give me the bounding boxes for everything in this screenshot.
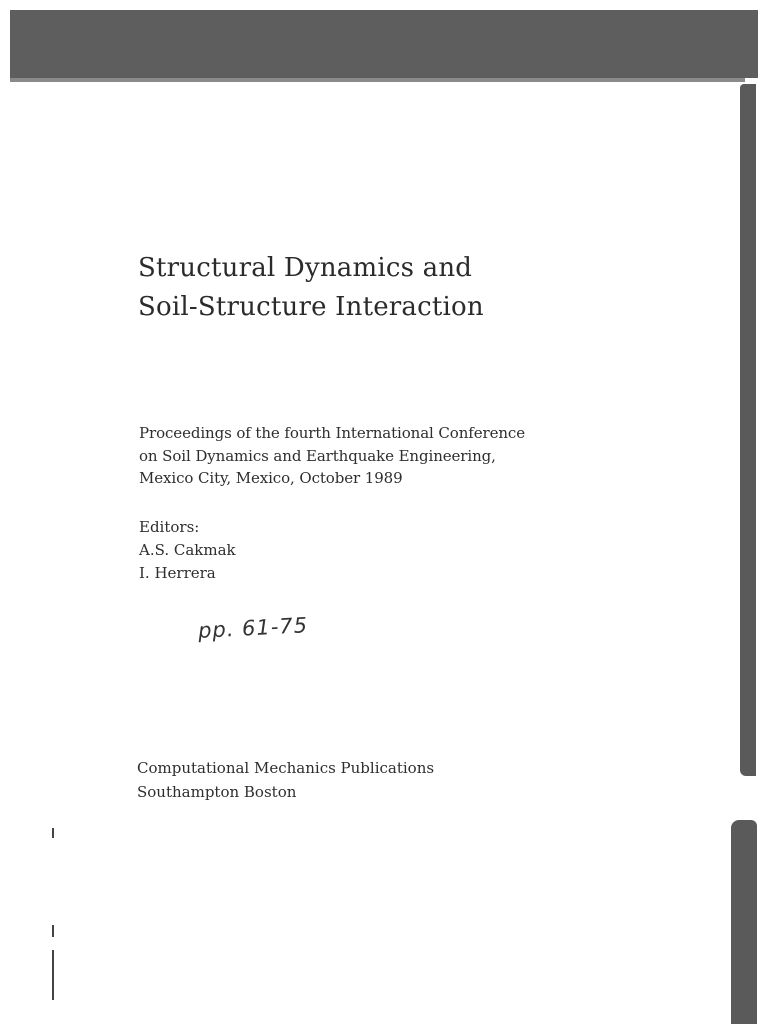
proceedings-line: Proceedings of the fourth International Conference (139, 424, 526, 442)
title-line: Soil-Structure Interaction (138, 292, 484, 322)
scan-shadow-right-lower (731, 820, 757, 1024)
scan-shadow-right-upper (740, 84, 756, 776)
editors-block (139, 516, 236, 585)
editor-name: I. Herrera (139, 564, 216, 582)
publisher-location: Southampton Boston (137, 783, 297, 801)
scan-mark (52, 828, 54, 838)
title-line: Structural Dynamics and (138, 253, 473, 283)
proceedings-line: on Soil Dynamics and Earthquake Engineering, (139, 446, 496, 465)
book-title (138, 249, 484, 327)
editor-name: A.S. Cakmak (139, 541, 236, 559)
scan-mark (52, 950, 54, 1000)
proceedings-description (139, 422, 525, 490)
publisher-name: Computational Mechanics Publications (137, 759, 435, 777)
scan-mark (52, 925, 54, 937)
editors-heading: Editors: (139, 518, 200, 536)
proceedings-line: Mexico City, Mexico, October 1989 (139, 469, 403, 487)
scan-shadow-top (10, 10, 758, 78)
publisher-block (137, 756, 434, 804)
handwritten-page-note: pp. 61-75 (197, 613, 309, 643)
